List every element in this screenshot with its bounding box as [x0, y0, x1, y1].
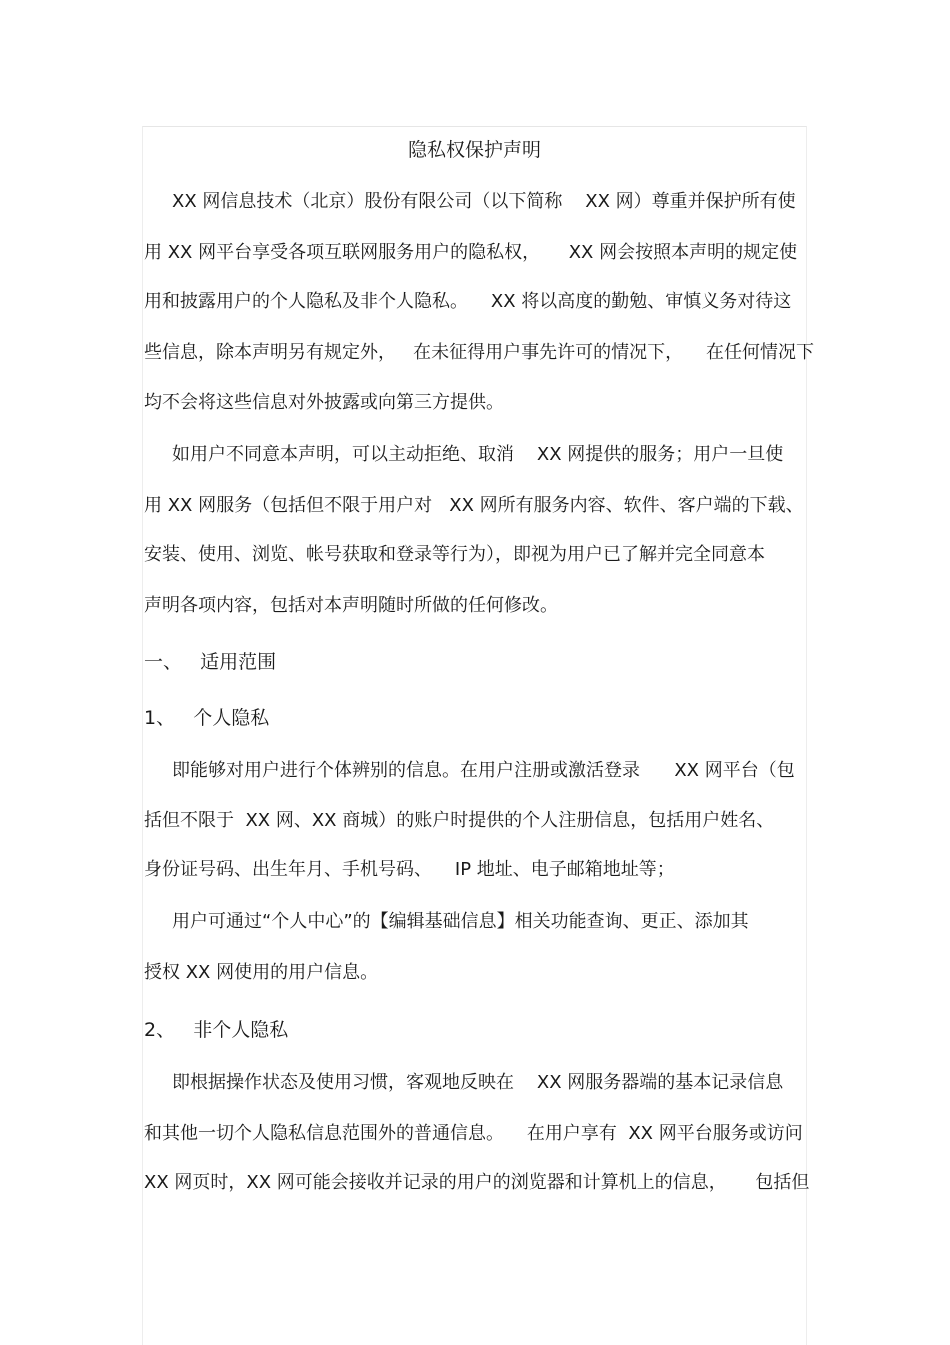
paragraph-3-line-1: 即能够对用户进行个体辨别的信息。在用户注册或激活登录 XX 网平台（包 — [172, 760, 795, 781]
paragraph-2-line-3: 安装、使用、浏览、帐号获取和登录等行为），即视为用户已了解并完全同意本 — [144, 544, 765, 565]
paragraph-5-line-3: XX 网页时，XX 网可能会接收并记录的用户的浏览器和计算机上的信息， 包括但 — [144, 1172, 810, 1193]
document-title: 隐私权保护声明 — [407, 139, 541, 161]
paragraph-1-line-4: 些信息，除本声明另有规定外， 在未征得用户事先许可的情况下， 在任何情况下 — [144, 342, 815, 363]
subheading-non-personal-privacy: 2、 非个人隐私 — [144, 1019, 289, 1041]
paragraph-3-line-2: 括但不限于 XX 网、XX 商城）的账户时提供的个人注册信息，包括用户姓名、 — [144, 810, 775, 831]
paragraph-2-line-4: 声明各项内容，包括对本声明随时所做的任何修改。 — [144, 595, 558, 616]
paragraph-2-line-2: 用 XX 网服务（包括但不限于用户对 XX 网所有服务内容、软件、客户端的下载、 — [144, 495, 804, 516]
paragraph-3-line-3: 身份证号码、出生年月、手机号码、 IP 地址、电子邮箱地址等； — [144, 859, 675, 880]
paragraph-1-line-2: 用 XX 网平台享受各项互联网服务用户的隐私权， XX 网会按照本声明的规定使 — [144, 242, 798, 263]
paragraph-1-line-3: 用和披露用户的个人隐私及非个人隐私。 XX 将以高度的勤勉、审慎义务对待这 — [144, 291, 792, 312]
paragraph-1-line-5: 均不会将这些信息对外披露或向第三方提供。 — [144, 392, 504, 413]
paragraph-4-line-1: 用户可通过“个人中心”的【编辑基础信息】相关功能查询、更正、添加其 — [172, 911, 749, 932]
section-heading-scope: 一、 适用范围 — [144, 651, 277, 673]
paragraph-5-line-2: 和其他一切个人隐私信息范围外的普通信息。 在用户享有 XX 网平台服务或访问 — [144, 1123, 803, 1144]
subheading-personal-privacy: 1、 个人隐私 — [144, 707, 270, 729]
paragraph-1-line-1: XX 网信息技术（北京）股份有限公司（以下简称 XX 网）尊重并保护所有使 — [172, 191, 796, 212]
paragraph-2-line-1: 如用户不同意本声明，可以主动拒绝、取消 XX 网提供的服务；用户一旦使 — [172, 444, 784, 465]
paragraph-4-line-2: 授权 XX 网使用的用户信息。 — [144, 962, 379, 983]
paragraph-5-line-1: 即根据操作状态及使用习惯，客观地反映在 XX 网服务器端的基本记录信息 — [172, 1072, 784, 1093]
